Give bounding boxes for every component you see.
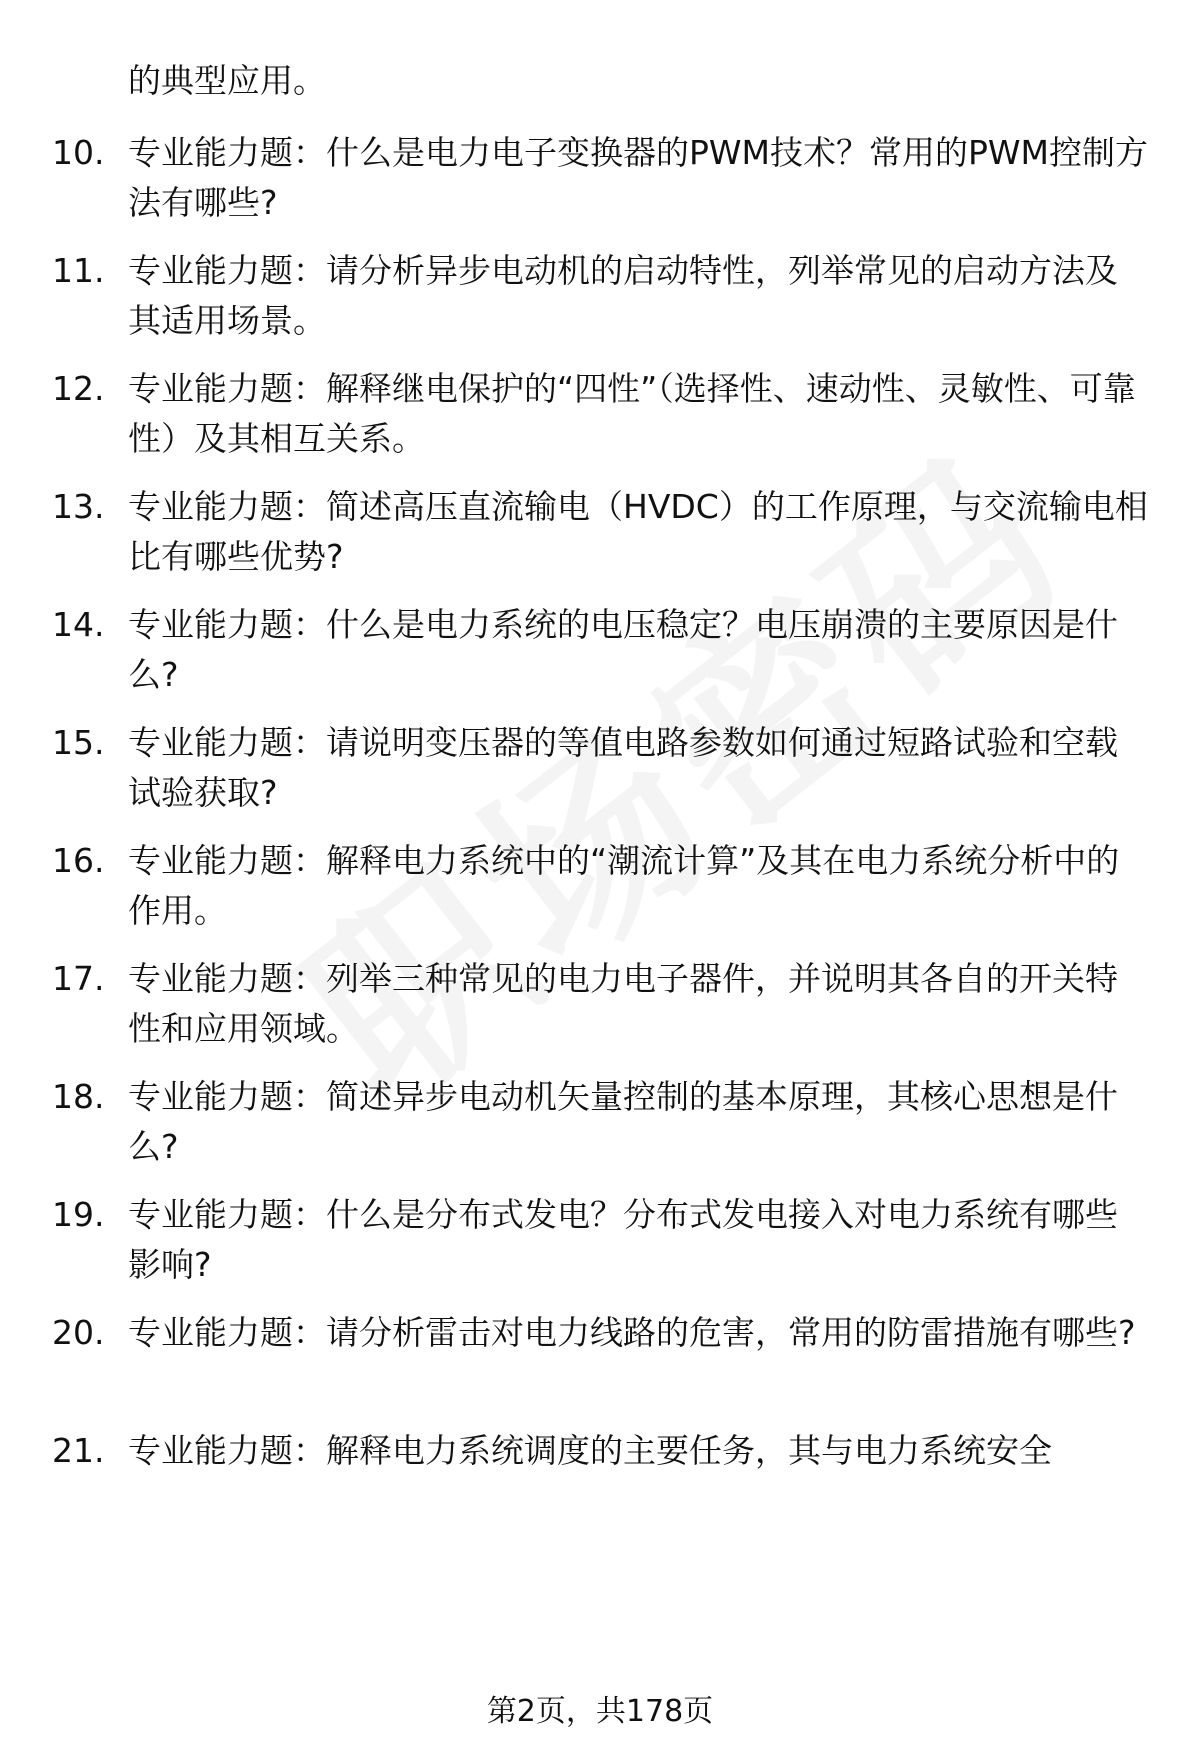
item-text: 专业能力题：解释继电保护的“四性”（选择性、速动性、灵敏性、可靠性）及其相互关系。 xyxy=(128,369,1136,458)
item-number: 16. xyxy=(52,841,105,880)
item-number: 10. xyxy=(52,133,105,172)
item-number: 20. xyxy=(52,1313,105,1352)
item-text: 专业能力题：简述异步电动机矢量控制的基本原理，其核心思想是什么? xyxy=(128,1077,1118,1166)
item-number: 13. xyxy=(52,487,105,526)
item-text: 专业能力题：请分析雷击对电力线路的危害，常用的防雷措施有哪些? xyxy=(128,1313,1136,1352)
item-number: 18. xyxy=(52,1077,105,1116)
item-number: 11. xyxy=(52,251,105,290)
item-number: 21. xyxy=(52,1431,105,1470)
item-text: 专业能力题：请说明变压器的等值电路参数如何通过短路试验和空载试验获取? xyxy=(128,723,1118,812)
item-text: 专业能力题：简述高压直流输电（HVDC）的工作原理，与交流输电相比有哪些优势? xyxy=(128,487,1148,576)
item-number: 12. xyxy=(52,369,105,408)
item-number: 19. xyxy=(52,1195,105,1234)
continuation-text: 的典型应用。 xyxy=(128,61,326,100)
item-number: 15. xyxy=(52,723,105,762)
item-text: 专业能力题：列举三种常见的电力电子器件，并说明其各自的开关特性和应用领域。 xyxy=(128,959,1118,1048)
item-text: 专业能力题：解释电力系统调度的主要任务，其与电力系统安全 xyxy=(128,1431,1052,1470)
item-number: 14. xyxy=(52,605,105,644)
item-text: 专业能力题：解释电力系统中的“潮流计算”及其在电力系统分析中的作用。 xyxy=(128,841,1120,930)
page-number: 第2页，共178页 xyxy=(486,1694,714,1729)
item-text: 专业能力题：请分析异步电动机的启动特性，列举常见的启动方法及其适用场景。 xyxy=(128,251,1118,340)
item-text: 专业能力题：什么是分布式发电？分布式发电接入对电力系统有哪些影响? xyxy=(128,1195,1118,1284)
item-text: 专业能力题：什么是电力系统的电压稳定？电压崩溃的主要原因是什么? xyxy=(128,605,1118,694)
item-number: 17. xyxy=(52,959,105,998)
item-text: 专业能力题：什么是电力电子变换器的PWM技术？常用的PWM控制方法有哪些? xyxy=(128,133,1149,222)
